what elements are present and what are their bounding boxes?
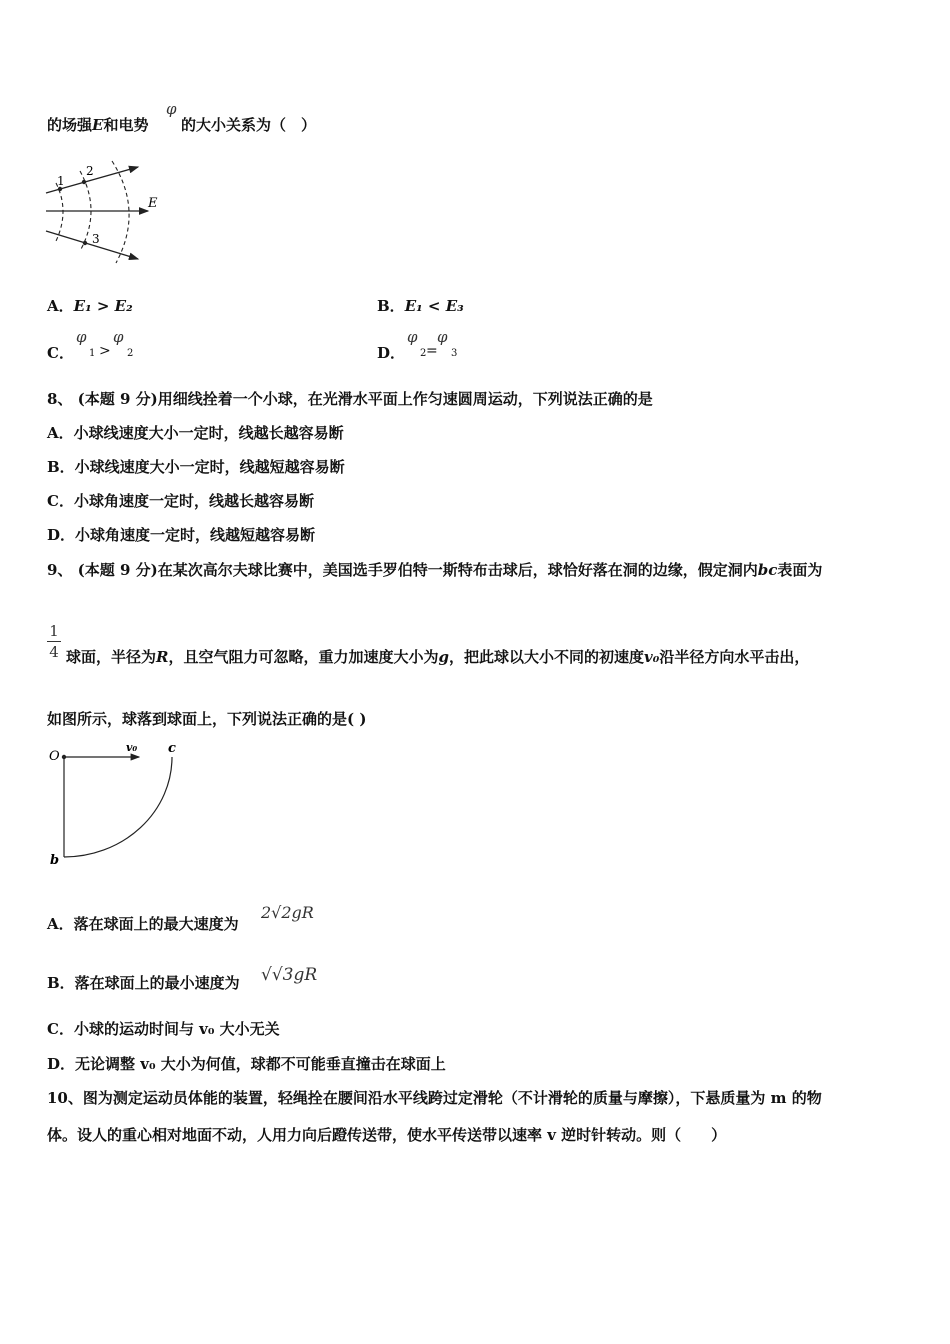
q8-option-b[interactable]: B．小球线速度大小一定时，线越短越容易断 — [47, 458, 345, 476]
label-1: 1 — [57, 174, 65, 188]
q9-label-v0: v₀ — [126, 741, 138, 754]
q7-option-d-sub-1: 2 — [420, 348, 427, 359]
point-3 — [83, 241, 87, 245]
q7-stem-mid: 和电势 — [103, 116, 149, 134]
q9-option-a-formula: 2√2gR — [261, 903, 314, 922]
q9-option-d[interactable]: D．无论调整 v₀ 大小为何值，球都不可能垂直撞击在球面上 — [47, 1055, 446, 1073]
q9-point-O — [62, 755, 66, 759]
point-2 — [82, 180, 86, 184]
q7-field-figure — [40, 155, 170, 270]
q7-option-b-label: B． — [377, 297, 405, 315]
q9-option-a[interactable] — [47, 914, 239, 934]
q7-E-symbol: E — [92, 116, 104, 134]
q9-stem-line1-end: 表面为 — [777, 561, 823, 579]
q9-bc-symbol: bc — [757, 561, 778, 579]
q9-stem-line3: 如图所示，球落到球面上，下列说法正确的是( ) — [47, 710, 367, 728]
q8-option-c[interactable]: C．小球角速度一定时，线越长越容易断 — [47, 492, 314, 510]
q9-option-b-text: B．落在球面上的最小速度为 — [47, 974, 240, 992]
q9-quarter-arc — [64, 757, 172, 857]
q7-option-c[interactable]: C． — [47, 344, 74, 362]
q9-fraction-numerator: 1 — [49, 622, 59, 640]
equipotential-3 — [112, 161, 129, 263]
label-3: 3 — [92, 232, 100, 246]
q8-option-a[interactable]: A．小球线速度大小一定时，线越长越容易断 — [47, 424, 344, 442]
q9-stem-line2-c: ，把此球以大小不同的初速度 — [449, 648, 645, 666]
q9-g-symbol: g — [438, 648, 449, 666]
label-2: 2 — [86, 164, 94, 178]
q9-fraction-quarter — [47, 622, 61, 661]
q9-stem-line2-a: 球面，半径为 — [66, 648, 157, 666]
q7-phi-symbol: φ — [166, 100, 177, 118]
q8-option-d[interactable]: D．小球角速度一定时，线越短越容易断 — [47, 526, 316, 544]
q9-v0-symbol: v₀ — [644, 648, 660, 666]
q7-option-d-phi-2: φ — [437, 328, 448, 346]
q7-option-c-phi-1: φ — [76, 328, 87, 346]
q7-stem-prefix: 的场强 — [47, 116, 93, 134]
q9-stem-line2-b: ，且空气阻力可忽略，重力加速度大小为 — [168, 648, 439, 666]
q7-option-b[interactable] — [377, 296, 464, 316]
q9-R-symbol: R — [156, 648, 169, 666]
q7-option-c-sub-2: 2 — [127, 348, 134, 359]
equipotential-1 — [56, 183, 63, 241]
q9-label-c: c — [168, 741, 176, 756]
q9-stem-line1-text: 9、 (本题 9 分)在某次高尔夫球比赛中，美国选手罗伯特一斯特布击球后，球恰好落在洞的边缘，假定洞内 — [47, 561, 758, 579]
q9-option-a-text: A．落在球面上的最大速度为 — [47, 915, 239, 933]
q9-label-b: b — [50, 853, 60, 868]
q7-option-a-content: E₁ > E₂ — [73, 297, 133, 315]
q10-stem-line2: 体。设人的重心相对地面不动，人用力向后蹬传送带，使水平传送带以速率 v 逆时针转动。则（ ） — [47, 1126, 727, 1144]
q7-option-a[interactable] — [47, 296, 133, 316]
q9-option-b-formula: √√3gR — [261, 965, 318, 985]
q7-option-d-sub-2: 3 — [451, 348, 458, 359]
q7-option-c-sub-1: 1 — [89, 348, 96, 359]
q7-option-a-label: A． — [47, 297, 74, 315]
q9-fraction-denominator: 4 — [49, 643, 59, 661]
q7-option-b-content: E₁ < E₃ — [404, 297, 464, 315]
q7-option-c-phi-2: φ — [113, 328, 124, 346]
q9-stem-line2 — [66, 647, 809, 667]
q7-stem — [47, 115, 148, 135]
q7-option-d[interactable]: D． — [377, 344, 406, 362]
q9-label-O: O — [49, 749, 60, 764]
q9-option-b[interactable] — [47, 973, 240, 993]
q10-stem-line1: 10、图为测定运动员体能的装置，轻绳拴在腰间沿水平线跨过定滑轮（不计滑轮的质量与摩擦），下悬质量为 m 的物 — [47, 1089, 822, 1107]
label-E: E — [148, 196, 158, 211]
q9-stem-line2-d: 沿半径方向水平击出， — [659, 648, 810, 666]
q7-stem-suffix: 的大小关系为（ ） — [181, 116, 317, 134]
q7-option-d-relation: = — [426, 343, 438, 359]
q9-stem-line1 — [47, 560, 822, 580]
q9-option-c[interactable]: C．小球的运动时间与 v₀ 大小无关 — [47, 1020, 280, 1038]
q9-quarter-sphere-figure — [44, 740, 194, 870]
q7-option-d-phi-1: φ — [407, 328, 418, 346]
q7-option-c-relation: > — [99, 343, 111, 359]
q8-stem: 8、 (本题 9 分)用细线拴着一个小球，在光滑水平面上作匀速圆周运动，下列说法正确的是 — [47, 390, 653, 408]
